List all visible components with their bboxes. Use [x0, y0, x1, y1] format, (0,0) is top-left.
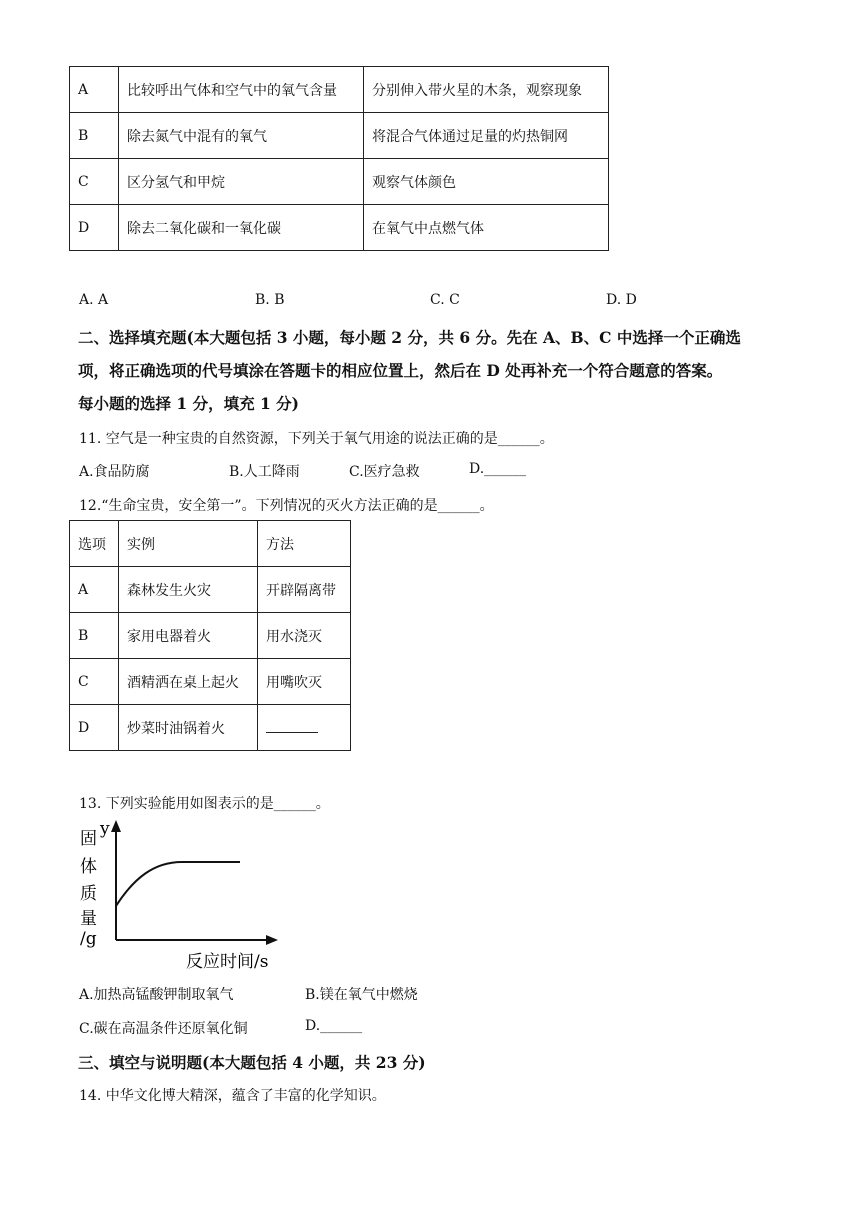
q13-option-b: B.镁在氧气中燃烧 [305, 987, 418, 1003]
section2-heading-line1: 二、选择填充题(本大题包括 3 小题，每小题 2 分，共 6 分。先在 A、B、C 中选择一个正确选 [78, 328, 741, 347]
table-cell: B [70, 613, 119, 659]
q13-stem: 13. 下列实验能用如图表示的是______。 [79, 796, 330, 812]
table-cell: 森林发生火灾 [119, 567, 258, 613]
table-cell: A [70, 67, 119, 113]
table-row [70, 613, 351, 659]
table-cell: A [70, 567, 119, 613]
q11-option-d: D.______ [469, 461, 527, 477]
table-row [70, 159, 609, 205]
answer-blank-cell [258, 705, 351, 751]
chart-series-line [116, 862, 240, 906]
table-header-cell: 实例 [119, 521, 258, 567]
q14-stem: 14. 中华文化博大精深，蕴含了丰富的化学知识。 [79, 1088, 386, 1104]
table-cell: C [70, 659, 119, 705]
section2-heading-line3: 每小题的选择 1 分，填充 1 分) [78, 394, 299, 413]
table-cell: 用水浇灭 [258, 613, 351, 659]
table-cell: 除去氮气中混有的氧气 [119, 113, 364, 159]
table-cell: 开辟隔离带 [258, 567, 351, 613]
table-cell: 在氧气中点燃气体 [364, 205, 609, 251]
q10-option-d: D. D [606, 292, 637, 308]
table-cell: 比较呼出气体和空气中的氧气含量 [119, 67, 364, 113]
table-cell: D [70, 205, 119, 251]
q10-table [69, 66, 609, 251]
table-cell: 除去二氧化碳和一氧化碳 [119, 205, 364, 251]
table-cell: 分别伸入带火星的木条，观察现象 [364, 67, 609, 113]
q10-option-a: A. A [79, 292, 109, 308]
q13-option-a: A.加热高锰酸钾制取氧气 [79, 987, 234, 1003]
q10-option-c: C. C [430, 292, 460, 308]
q10-option-b: B. B [255, 292, 285, 308]
mass-time-chart [70, 818, 290, 976]
table-row [70, 67, 609, 113]
section2-heading-line2: 项，将正确选项的代号填涂在答题卡的相应位置上，然后在 D 处再补充一个符合题意的答案。 [78, 361, 723, 380]
q11-option-a: A.食品防腐 [79, 464, 150, 480]
table-row [70, 521, 351, 567]
table-cell: D [70, 705, 119, 751]
table-row [70, 113, 609, 159]
table-row [70, 705, 351, 751]
y-axis-arrow [111, 820, 121, 832]
q11-stem: 11. 空气是一种宝贵的自然资源，下列关于氧气用途的说法正确的是______。 [79, 431, 554, 447]
table-row [70, 567, 351, 613]
table-header-cell: 选项 [70, 521, 119, 567]
table-cell: C [70, 159, 119, 205]
table-cell: 酒精洒在桌上起火 [119, 659, 258, 705]
table-header-cell: 方法 [258, 521, 351, 567]
q13-option-d: D.______ [305, 1018, 363, 1034]
table-cell: B [70, 113, 119, 159]
y-axis-symbol: y [100, 819, 110, 839]
table-cell: 炒菜时油锅着火 [119, 705, 258, 751]
x-axis-arrow [266, 935, 278, 945]
x-axis-label: 反应时间/s [186, 952, 269, 972]
table-row [70, 205, 609, 251]
q13-option-c: C.碳在高温条件还原氧化铜 [79, 1021, 248, 1037]
table-cell: 将混合气体通过足量的灼热铜网 [364, 113, 609, 159]
table-row [70, 659, 351, 705]
table-cell: 观察气体颜色 [364, 159, 609, 205]
q12-table [69, 520, 351, 751]
table-cell: 区分氢气和甲烷 [119, 159, 364, 205]
q11-option-c: C.医疗急救 [349, 464, 420, 480]
q12-stem: 12.“生命宝贵，安全第一”。下列情况的灭火方法正确的是______。 [79, 498, 494, 514]
q11-option-b: B.人工降雨 [229, 464, 300, 480]
section3-heading: 三、填空与说明题(本大题包括 4 小题，共 23 分) [78, 1053, 426, 1072]
answer-blank [266, 718, 318, 733]
table-cell: 用嘴吹灭 [258, 659, 351, 705]
table-cell: 家用电器着火 [119, 613, 258, 659]
y-axis-label: 固 体 质 量 /g [80, 829, 97, 949]
